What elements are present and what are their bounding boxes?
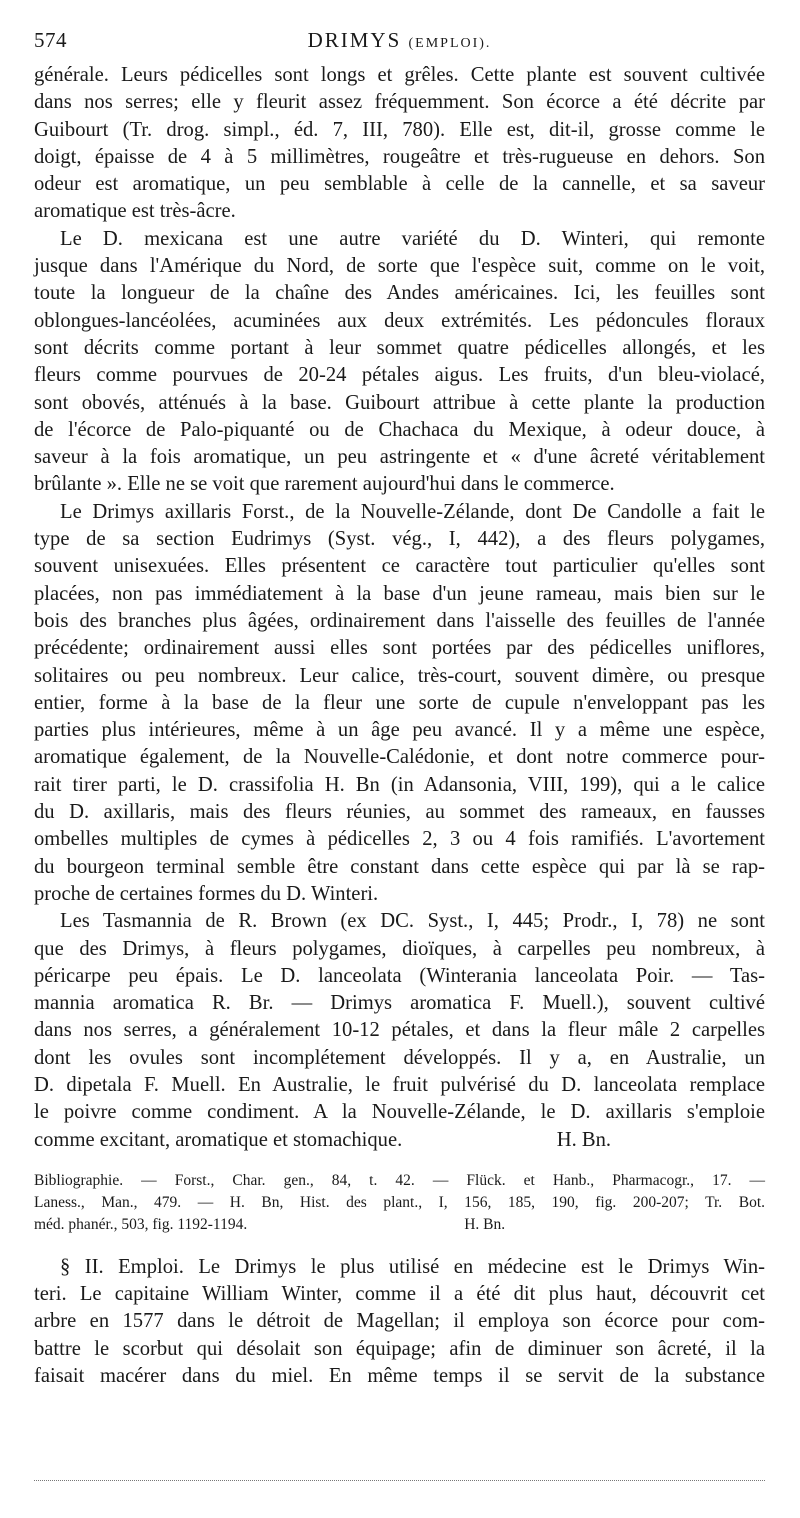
paragraph-1 [34,62,765,226]
text-line: proche de certaines formes du D. Winteri. [34,882,379,905]
text-line: précédente; ordinairement aussi elles sont portées par des pédicelles uniflores, [34,637,765,660]
title-subtitle: (EMPLOI). [408,36,492,51]
text-line: solitaires ou peu nombreux. Leur calice, très-court, souvent dimère, ou presque [34,664,765,687]
text-line: arbre en 1577 dans le détroit de Magellan; il employa son écorce pour com- [34,1310,765,1333]
text-line: entier, forme à la base de la fleur une sorte de cupule n'enveloppant pas les [34,691,765,714]
text-line: du bourgeon terminal semble être constant dans cette espèce qui par là se rap- [34,855,765,878]
text-line: fleurs comme pourvues de 20-24 pétales aigus. Les fruits, d'un bleu-violacé, [34,364,765,387]
title-text: DRIMYS [307,28,402,52]
text-line: rait tirer parti, le D. crassifolia H. Bn (in Adansonia, VIII, 199), qui a le calice [34,773,765,796]
text-line: brûlante ». Elle ne se voit que rarement aujourd'hui dans le commerce. [34,473,615,496]
text-line: jusque dans l'Amérique du Nord, de sorte que l'espèce suit, comme on le voit, [34,255,765,278]
paragraph-4 [34,908,765,1154]
text-line: dans nos serres; elle y fleurit assez fréquemment. Son écorce a été décrite par [34,91,765,114]
page-number: 574 [34,28,67,52]
text-line: oblongues-lancéolées, acuminées aux deux extrémités. Les pédoncules floraux [34,309,765,332]
text-line: placées, non pas immédiatement à la base d'un jeune rameau, mais bien sur le [34,582,765,605]
text-line: sont obovés, atténués à la base. Guibourt attribue à cette plante la production [34,391,765,414]
text-line: odeur est aromatique, un peu semblable à celle de la cannelle, et sa saveur [34,173,765,196]
text-line: du D. axillaris, mais des fleurs réunies, au sommet des rameaux, en fausses [34,801,765,824]
text-line: souvent unisexuées. Elles présentent ce caractère tout particulier qu'elles sont [34,555,765,578]
text-line: D. dipetala F. Muell. En Australie, le fruit pulvérisé du D. lanceolata remplace [34,1073,765,1096]
text-line: dans nos serres, a généralement 10-12 pétales, et dans la fleur mâle 2 carpelles [34,1019,765,1042]
text-line: parties plus intérieures, même à un âge peu avancé. Il y a même une espèce, [34,719,765,742]
text-line: dont les ovules sont incomplétement développés. Il y a, en Australie, un [34,1046,765,1069]
bibliography-line: Laness., Man., 479. — H. Bn, Hist. des plant., I, 156, 185, 190, fig. 200-207; Tr. Bot. [34,1193,765,1211]
bibliography-line: Bibliographie. — Forst., Char. gen., 84, t. 42. — Flück. et Hanb., Pharmacogr., 17. — [34,1171,765,1189]
text-line: ombelles multiples de cymes à pédicelles 2, 3 ou 4 fois ramifiés. L'avortement [34,828,765,851]
text-line: que des Drimys, à fleurs polygames, dioïques, à carpelles peu nombreux, à [34,937,765,960]
text-line: aromatique également, de la Nouvelle-Calédonie, et dont notre commerce pour- [34,746,765,769]
text-line: sont décrits comme portant à leur sommet quatre pédicelles allongés, et les [34,336,765,359]
text-line: péricarpe peu épais. Le D. lanceolata (Winterania lanceolata Poir. — Tas- [34,964,765,987]
text-line: le poivre comme condiment. A la Nouvelle-Zélande, le D. axillaris s'emploie [34,1101,765,1124]
text-line: saveur à la fois aromatique, un peu astringente et « d'une âcreté véritablement [34,446,765,469]
running-header [34,28,765,62]
text-line: aromatique est très-âcre. [34,200,236,223]
text-line: faisait macérer dans du miel. En même temps il se servit de la substance [34,1365,765,1388]
text-line: type de sa section Eudrimys (Syst. vég., I, 442), a des fleurs polygames, [34,528,765,551]
page-footer-rule [34,1480,765,1481]
text-line: teri. Le capitaine William Winter, comme il a été dit plus haut, découvrit cet [34,1283,765,1306]
text-line: Les Tasmannia de R. Brown (ex DC. Syst., I, 445; Prodr., I, 78) ne sont [60,910,765,933]
text-line: comme excitant, aromatique et stomachique. H. Bn. [34,1128,612,1151]
section-emploi [34,1254,765,1390]
text-line: toute la longueur de la chaîne des Andes américaines. Ici, les feuilles sont [34,282,765,305]
paragraph-3 [34,499,765,908]
text-line: Le D. mexicana est une autre variété du D. Winteri, qui remonte [60,227,765,250]
bibliography [34,1170,765,1236]
text-line: bois des branches plus âgées, ordinairement dans l'aisselle des feuilles de l'année [34,609,765,632]
page [34,28,765,1390]
text-line: générale. Leurs pédicelles sont longs et grêles. Cette plante est souvent cultivée [34,64,765,86]
text-line: battre le scorbut qui désolait son équipage; afin de diminuer son âcreté, il la [34,1337,765,1360]
text-line: Guibourt (Tr. drog. simpl., éd. 7, III, 780). Elle est, dit-il, grosse comme le [34,118,765,141]
text-line: mannia aromatica R. Br. — Drimys aromatica F. Muell.), souvent cultivé [34,992,765,1015]
text-line: Le Drimys axillaris Forst., de la Nouvelle-Zélande, dont De Candolle a fait le [60,500,765,523]
text-line: de l'écorce de Palo-piquanté ou de Chachaca du Mexique, à odeur douce, à [34,418,765,441]
bibliography-line: méd. phanér., 503, fig. 1192-1194. H. Bn. [34,1215,506,1233]
paragraph-2 [34,226,765,499]
text-line: doigt, épaisse de 4 à 5 millimètres, rougeâtre et très-rugueuse en dehors. Son [34,145,765,168]
running-title [34,28,765,53]
section-heading-line: § II. Emploi. Le Drimys le plus utilisé en médecine est le Drimys Win- [60,1255,765,1278]
